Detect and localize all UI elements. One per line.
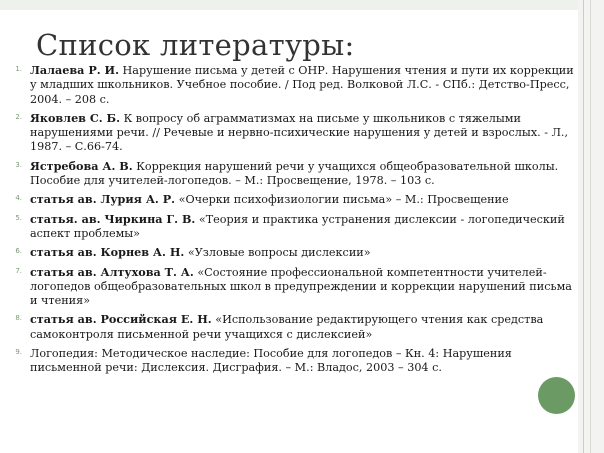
reference-item: [8, 312, 574, 342]
reference-item: [8, 159, 574, 189]
item-text: Нарушение письма у детей с ОНР. Нарушения чтения и пути их коррекции у младших школьников. Учебное пособие. / Под ред. Волковой Л.С. - СПб.: Детство-Пресс, 2004. – 208 с.: [30, 64, 574, 106]
item-author: Лалаева Р. И.: [30, 63, 119, 77]
right-decor-band: [578, 0, 604, 453]
item-text: К вопросу об аграмматизмах на письме у школьников с тяжелыми нарушениями речи. // Речевые и нервно-психические нарушения у детей и взрослых. - Л., 1987. – С.66-74.: [30, 111, 569, 154]
item-author: статья. ав. Чиркина Г. В.: [30, 211, 196, 226]
reference-item: [8, 245, 574, 260]
reference-item: [8, 111, 574, 155]
item-number: 5.: [15, 213, 22, 222]
item-author: Ястребова А. В.: [30, 158, 133, 173]
item-number: 6.: [15, 247, 22, 256]
item-number: 7.: [15, 266, 22, 275]
reference-item: [8, 346, 574, 376]
item-text: «Теория и практика устранения дислексии - логопедический аспект проблемы»: [30, 212, 565, 240]
reference-item: [8, 63, 574, 107]
item-number: 8.: [15, 314, 22, 323]
reference-item: [8, 192, 574, 207]
item-number: 2.: [15, 112, 22, 121]
item-text: «Очерки психофизиологии письма» – М.: Просвещение: [175, 193, 509, 207]
decor-line: [590, 0, 591, 453]
item-author: статья ав. Корнев А. Н.: [30, 245, 185, 260]
item-text: «Использование редактирующего чтения как средства самоконтроля письменной речи учащихся с дислексией»: [30, 313, 544, 341]
item-author: статья ав. Российская Е. Н.: [30, 312, 212, 327]
item-text: «Узловые вопросы дислексии»: [184, 246, 371, 260]
item-number: 3.: [15, 160, 22, 169]
reference-list: [8, 63, 574, 380]
item-number: 4.: [15, 194, 22, 203]
item-author: статья ав. Алтухова Т. А.: [30, 264, 194, 279]
item-number: 1.: [15, 65, 22, 73]
top-band: [0, 0, 604, 10]
item-number: 9.: [15, 348, 22, 357]
item-author: Яковлев С. Б.: [30, 110, 121, 125]
item-author: статья ав. Лурия А. Р.: [30, 192, 176, 207]
decor-circle: [538, 377, 575, 414]
reference-item: [8, 212, 574, 242]
item-text: Коррекция нарушений речи у учащихся общеобразовательной школы. Пособие для учителей-логопедов. – М.: Просвещение, 1978. – 103 с.: [30, 159, 559, 188]
decor-line: [583, 0, 584, 453]
reference-item: [8, 265, 574, 309]
item-text: Логопедия: Методическое наследие: Пособие для логопедов – Кн. 4: Нарушения письменной речи: Дислексия. Дисграфия. – М.: Владос, 2003 – 304 с.: [30, 347, 512, 375]
slide-title: Список литературы:: [36, 28, 355, 62]
item-text: «Состояние профессиональной компетентности учителей-логопедов общеобразовательных школ в предупреждении и коррекции нарушений письма и чтения»: [30, 265, 572, 308]
